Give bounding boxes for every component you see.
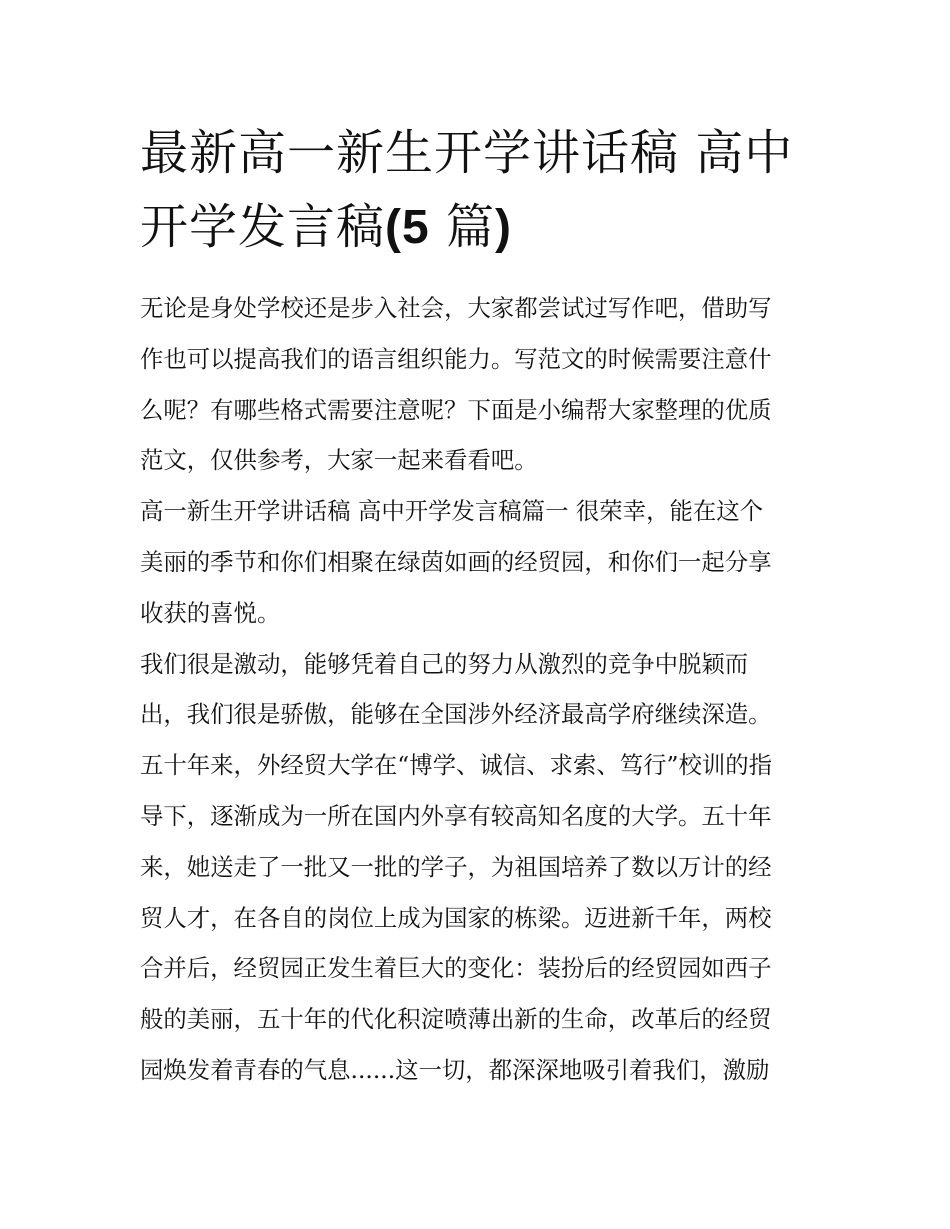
text-line: 美丽的季节和你们相聚在绿茵如画的经贸园，和你们一起分享: [140, 547, 772, 576]
text-line: 作也可以提高我们的语言组织能力。写范文的时候需要注意什: [140, 344, 772, 373]
title-line-2-close: ): [494, 201, 512, 254]
text-line: 来，她送走了一批又一批的学子，为祖国培养了数以万计的经: [140, 852, 772, 881]
text-line: 合并后，经贸园正发生着巨大的变化：装扮后的经贸园如西子: [140, 954, 772, 983]
paragraph-intro: [140, 283, 812, 486]
paragraph-speech-opening: [140, 486, 812, 638]
text-line: 贸人才，在各自的岗位上成为国家的栋梁。迈进新千年，两校: [140, 903, 772, 932]
text-line: 出，我们很是骄傲，能够在全国涉外经济最高学府继续深造。: [140, 700, 772, 729]
title-line-1: 最新高一新生开学讲话稿 高中: [140, 125, 794, 181]
text-line: 导下，逐渐成为一所在国内外享有较高知名度的大学。五十年: [140, 801, 772, 830]
title-line-2-unit: 篇: [429, 199, 495, 255]
text-line: 园焕发着青春的气息......这一切，都深深地吸引着我们，激励: [140, 1055, 770, 1084]
text-line: 收获的喜悦。: [140, 598, 281, 627]
text-line: 么呢？有哪些格式需要注意呢？下面是小编帮大家整理的优质: [140, 395, 772, 424]
document-body: [140, 283, 812, 1096]
document-title: [140, 116, 820, 265]
paragraph-speech-body: [140, 639, 812, 1096]
title-line-2-text: 开学发言稿: [140, 199, 386, 255]
text-line: 我们很是激动，能够凭着自己的努力从激烈的竞争中脱颖而: [140, 649, 749, 678]
text-line: 般的美丽，五十年的代化积淀喷薄出新的生命，改革后的经贸: [140, 1005, 772, 1034]
text-line: 高一新生开学讲话稿 高中开学发言稿篇一 很荣幸，能在这个: [140, 497, 764, 526]
text-line: 无论是身处学校还是步入社会，大家都尝试过写作吧，借助写: [140, 294, 772, 322]
text-line: 五十年来，外经贸大学在“博学、诚信、求索、笃行”校训的指: [140, 751, 773, 780]
title-line-2-count: (5: [385, 201, 430, 254]
text-line: 范文，仅供参考，大家一起来看看吧。: [140, 446, 538, 475]
